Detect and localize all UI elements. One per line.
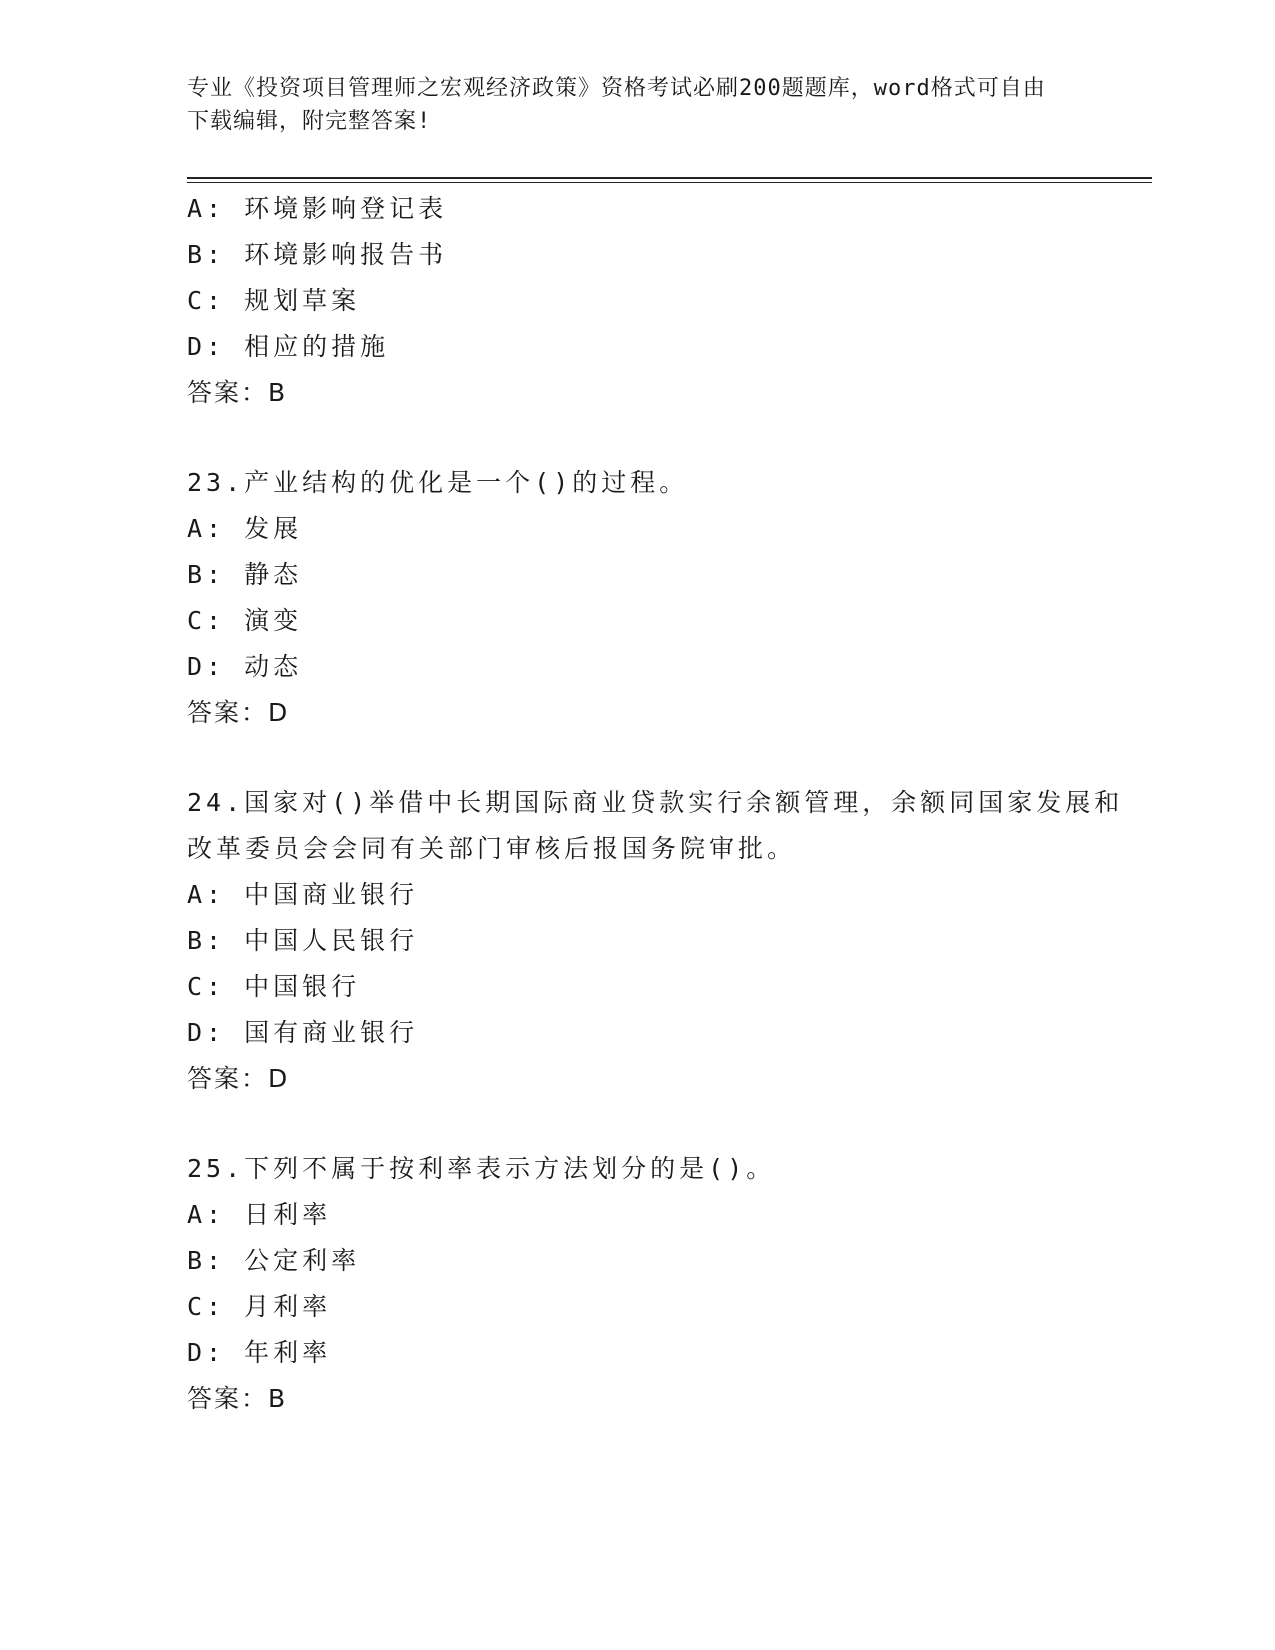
option-b: B: 静态	[187, 560, 303, 589]
option-c: C: 中国银行	[187, 972, 361, 1001]
option-c: C: 规划草案	[187, 286, 361, 315]
option-a: A: 日利率	[187, 1200, 332, 1229]
question-list	[187, 186, 1127, 1422]
answer-line: 答案：B	[187, 1384, 288, 1413]
header-divider	[187, 177, 1152, 183]
question-block-24	[187, 780, 1127, 1102]
question-text: 24.国家对()举借中长期国际商业贷款实行余额管理，余额同国家发展和改革委员会会同有关部门审核后报国务院审批。	[187, 788, 1124, 863]
question-text: 25.下列不属于按利率表示方法划分的是()。	[187, 1154, 776, 1183]
option-d: D: 年利率	[187, 1338, 332, 1367]
option-d: D: 国有商业银行	[187, 1018, 419, 1047]
document-header: 专业《投资项目管理师之宏观经济政策》资格考试必刷200题题库，word格式可自由下载编辑，附完整答案!	[187, 76, 1046, 134]
option-b: B: 中国人民银行	[187, 926, 419, 955]
option-a: A: 发展	[187, 514, 303, 543]
answer-line: 答案：D	[187, 1064, 290, 1093]
option-a: A: 中国商业银行	[187, 880, 419, 909]
option-c: C: 月利率	[187, 1292, 332, 1321]
option-a: A: 环境影响登记表	[187, 194, 448, 223]
question-block-25	[187, 1146, 1127, 1422]
option-d: D: 相应的措施	[187, 332, 390, 361]
option-b: B: 环境影响报告书	[187, 240, 448, 269]
question-text: 23.产业结构的优化是一个()的过程。	[187, 468, 689, 497]
option-c: C: 演变	[187, 606, 303, 635]
option-b: B: 公定利率	[187, 1246, 361, 1275]
option-d: D: 动态	[187, 652, 303, 681]
answer-line: 答案：D	[187, 698, 290, 727]
question-block-22	[187, 186, 1127, 416]
answer-line: 答案：B	[187, 378, 288, 407]
question-block-23	[187, 460, 1127, 736]
